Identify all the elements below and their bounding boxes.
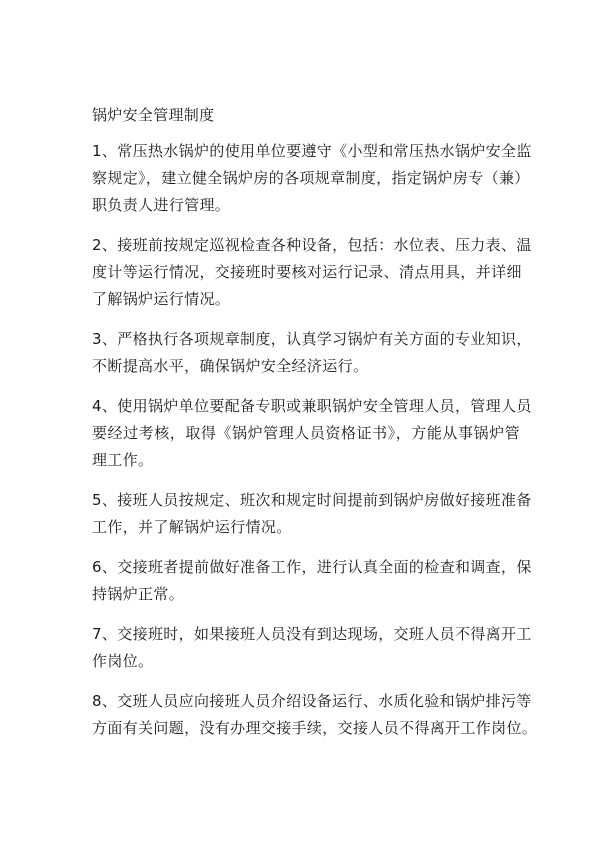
rule-item-1: [92, 138, 532, 219]
rule-7-line-1: 7、交接班时，如果接班人员没有到达现场，交班人员不得离开工: [92, 625, 532, 643]
rule-8-line-2: 方面有关问题，没有办理交接手续，交接人员不得离开工作岗位。: [92, 719, 538, 737]
rule-1-line-3: 职负责人进行管理。: [92, 196, 231, 214]
rule-1-line-2: 察规定》，建立健全锅炉房的各项规章制度，指定锅炉房专（兼）: [92, 169, 530, 187]
rule-5-line-1: 5、接班人员按规定、班次和规定时间提前到锅炉房做好接班准备: [92, 491, 532, 509]
rule-6-line-2: 持锅炉正常。: [92, 585, 185, 603]
rule-2-line-3: 了解锅炉运行情况。: [92, 290, 231, 308]
rule-1-line-1: 1、常压热水锅炉的使用单位要遵守《小型和常压热水锅炉安全监: [92, 142, 532, 160]
rule-2-line-1: 2、接班前按规定巡视检查各种设备，包括：水位表、压力表、温: [92, 236, 532, 254]
rule-item-8: [92, 688, 538, 742]
rule-3-line-1: 3、严格执行各项规章制度，认真学习锅炉有关方面的专业知识，: [92, 330, 532, 348]
rule-item-5: [92, 487, 532, 541]
rule-item-2: [92, 232, 532, 313]
rule-item-3: [92, 326, 532, 380]
rule-3-line-2: 不断提高水平，确保锅炉安全经济运行。: [92, 357, 369, 375]
rule-2-line-2: 度计等运行情况，交接班时要核对运行记录、清点用具，并详细: [92, 263, 522, 281]
rule-7-line-2: 作岗位。: [92, 652, 154, 670]
rule-4-line-1: 4、使用锅炉单位要配备专职或兼职锅炉安全管理人员，管理人员: [92, 397, 532, 415]
rule-4-line-2: 要经过考核，取得《锅炉管理人员资格证书》，方能从事锅炉管: [92, 424, 520, 442]
rule-item-6: [92, 554, 532, 608]
rule-8-line-1: 8、交班人员应向接班人员介绍设备运行、水质化验和锅炉排污等: [92, 692, 532, 710]
rule-item-4: [92, 393, 532, 474]
rule-5-line-2: 工作，并了解锅炉运行情况。: [92, 518, 292, 536]
rule-6-line-1: 6、交接班者提前做好准备工作，进行认真全面的检查和调查，保: [92, 558, 532, 576]
rule-4-line-3: 理工作。: [92, 451, 154, 469]
rules-list: [92, 138, 538, 755]
rule-item-7: [92, 621, 532, 675]
document-title: 锅炉安全管理制度: [92, 106, 215, 124]
